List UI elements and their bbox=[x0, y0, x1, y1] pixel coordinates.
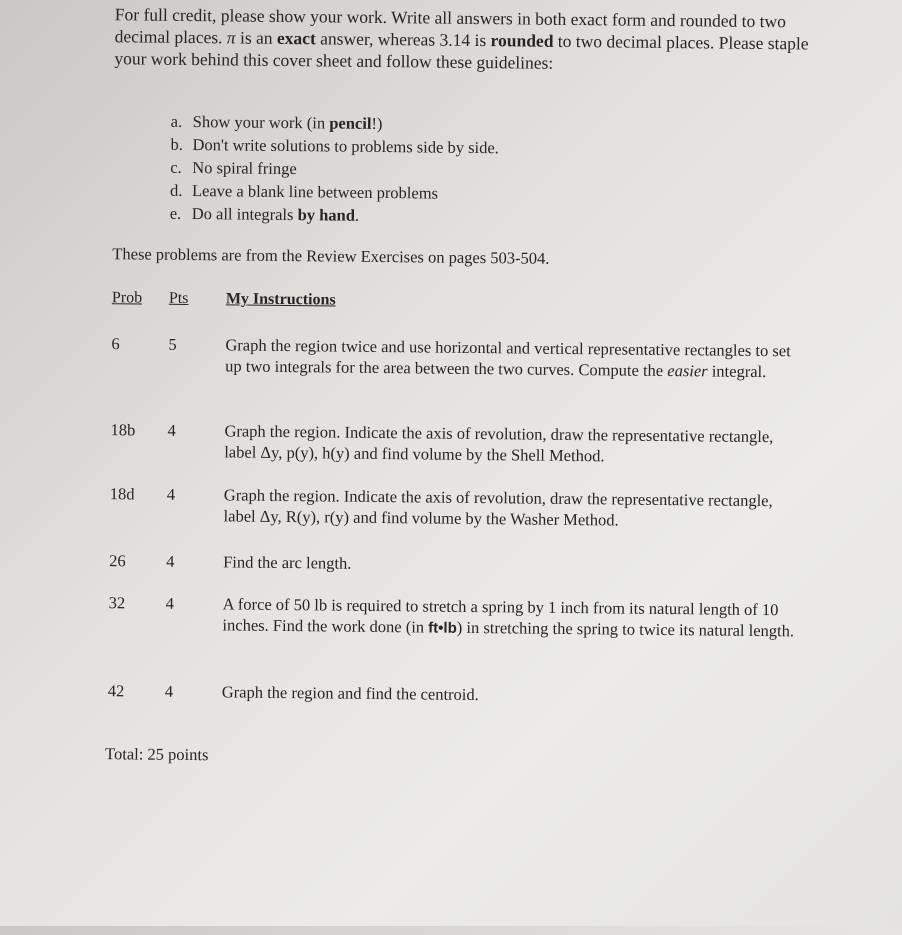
intro-text: is an bbox=[235, 27, 278, 48]
guideline-letter: e. bbox=[169, 203, 182, 223]
column-header-prob: Prob bbox=[111, 289, 143, 307]
intro-emphasis-rounded: rounded bbox=[490, 30, 554, 51]
problem-number: 18d bbox=[109, 484, 135, 504]
problem-instructions: Graph the region and find the centroid. bbox=[221, 682, 479, 705]
problem-row bbox=[0, 679, 895, 705]
guideline-letter: b. bbox=[170, 134, 183, 154]
source-note: These problems are from the Review Exercises on pages 503-504. bbox=[112, 244, 550, 268]
instruction-text: integral. bbox=[707, 361, 767, 382]
guideline-text: . bbox=[354, 205, 360, 225]
problem-points: 5 bbox=[168, 334, 177, 354]
instruction-text: Graph the region twice and use horizontal and vertical representative rectangles to set up two integrals for the area between the two curves. Compute the bbox=[225, 335, 791, 381]
problem-points: 4 bbox=[167, 420, 176, 440]
guideline-text: Don't write solutions to problems side by side. bbox=[192, 135, 499, 158]
guideline-item bbox=[170, 156, 499, 182]
pi-symbol: π bbox=[226, 27, 236, 48]
column-header-instructions: My Instructions bbox=[225, 290, 336, 309]
guideline-item bbox=[171, 110, 500, 136]
column-header-pts: Pts bbox=[168, 289, 189, 307]
guideline-emphasis: by hand bbox=[297, 205, 356, 225]
guideline-item bbox=[170, 179, 499, 205]
instruction-emphasis: easier bbox=[667, 361, 708, 381]
guideline-letter: a. bbox=[170, 111, 183, 131]
guideline-item bbox=[170, 133, 499, 159]
instruction-emphasis: ft•lb bbox=[428, 619, 457, 637]
problem-instructions: Find the arc length. bbox=[223, 552, 352, 573]
intro-paragraph bbox=[114, 3, 835, 77]
guideline-text: Leave a blank line between problems bbox=[191, 181, 439, 203]
instruction-text: A force of 50 lb is required to stretch a spring by 1 inch from its natural length of 10 inches. Find the work done (in bbox=[222, 594, 779, 637]
problem-number: 42 bbox=[107, 681, 125, 701]
problem-instructions bbox=[222, 593, 802, 642]
problem-row bbox=[0, 549, 896, 573]
intro-text: answer, whereas 3.14 is bbox=[315, 28, 491, 51]
total-points: Total: 25 points bbox=[105, 744, 209, 765]
guideline-emphasis: pencil bbox=[329, 113, 372, 133]
guideline-text: Show your work (in bbox=[192, 112, 330, 133]
problem-number: 18b bbox=[110, 420, 136, 440]
intro-emphasis-exact: exact bbox=[276, 27, 316, 49]
guideline-letter: c. bbox=[170, 157, 182, 177]
problem-row bbox=[0, 591, 896, 641]
problem-instructions bbox=[225, 334, 805, 382]
problem-row bbox=[0, 482, 897, 530]
problem-points: 4 bbox=[166, 484, 176, 504]
problem-row bbox=[0, 332, 898, 382]
problem-number: 26 bbox=[109, 551, 126, 571]
intro-text: to two decimal places. Please staple your work behind this cover sheet and follow these guidelines: bbox=[114, 30, 809, 73]
guideline-text: !) bbox=[371, 113, 383, 134]
guideline-text: Do all integrals bbox=[191, 204, 298, 225]
problem-number: 6 bbox=[111, 334, 120, 354]
problem-row bbox=[0, 418, 898, 466]
problem-points: 4 bbox=[165, 593, 175, 613]
instruction-text: ) in stretching the spring to twice its natural length. bbox=[456, 617, 795, 641]
guideline-item bbox=[170, 202, 499, 228]
guideline-text: No spiral fringe bbox=[192, 158, 297, 179]
problem-instructions: Graph the region. Indicate the axis of revolution, draw the representative rectangle, label Δy, p(y), h(y) and find volume by the Shell Method. bbox=[224, 421, 774, 466]
problem-instructions: Graph the region. Indicate the axis of revolution, draw the representative rectangle, label Δy, R(y), r(y) and find volume by the Washer Method. bbox=[223, 485, 773, 530]
intro-text: For full credit, please show your work. Write all answers in both exact form and rounded to two decimal places. bbox=[114, 4, 787, 48]
problem-number: 32 bbox=[108, 593, 126, 613]
problem-points: 4 bbox=[164, 681, 174, 701]
guideline-letter: d. bbox=[169, 180, 183, 200]
problem-points: 4 bbox=[166, 551, 175, 571]
guidelines-list bbox=[170, 110, 500, 228]
